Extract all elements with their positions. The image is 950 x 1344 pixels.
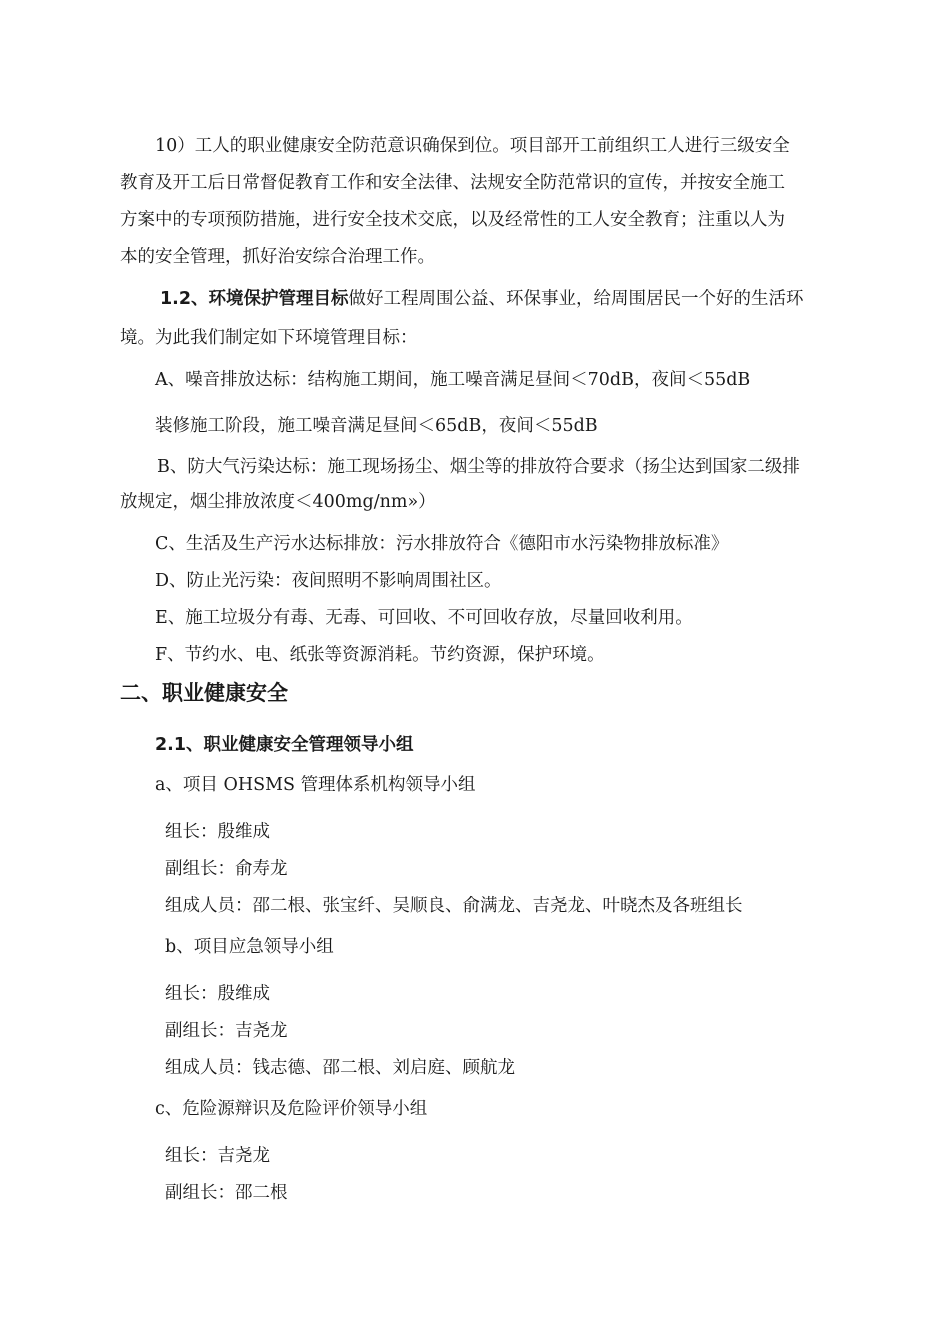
env-item-e: E、施工垃圾分有毒、无毒、可回收、不可回收存放，尽量回收利用。 <box>155 608 693 628</box>
group-b-leader: 组长：殷维成 <box>165 984 270 1004</box>
paragraph-10-line-4: 本的安全管理，抓好治安综合治理工作。 <box>120 247 435 267</box>
group-a-deputy: 副组长：俞寿龙 <box>165 859 288 879</box>
section-2-1-title: 2.1、职业健康安全管理领导小组 <box>155 735 414 755</box>
env-item-d: D、防止光污染：夜间照明不影响周围社区。 <box>155 571 502 591</box>
paragraph-10-line-3: 方案中的专项预防措施，进行安全技术交底，以及经常性的工人安全教育；注重以人为 <box>120 210 785 230</box>
env-item-f: F、节约水、电、纸张等资源消耗。节约资源，保护环境。 <box>155 645 605 665</box>
paragraph-10-line-1: 10）工人的职业健康安全防范意识确保到位。项目部开工前组织工人进行三级安全 <box>155 136 790 156</box>
env-item-b-line-1: B、防大气污染达标：施工现场扬尘、烟尘等的排放符合要求（扬尘达到国家二级排 <box>157 457 800 477</box>
group-b-title: b、项目应急领导小组 <box>165 937 334 957</box>
group-c-leader: 组长：吉尧龙 <box>165 1146 270 1166</box>
env-item-a-2: 装修施工阶段，施工噪音满足昼间＜65dB，夜间＜55dB <box>155 416 598 436</box>
env-target-line-1 <box>160 287 804 311</box>
group-a-title: a、项目 OHSMS 管理体系机构领导小组 <box>155 775 476 795</box>
group-b-members: 组成人员：钱志德、邵二根、刘启庭、顾航龙 <box>165 1058 515 1078</box>
env-target-heading: 1.2、环境保护管理目标 <box>160 289 349 309</box>
env-target-line-2: 境。为此我们制定如下环境管理目标： <box>120 328 418 348</box>
env-item-a: A、噪音排放达标：结构施工期间，施工噪音满足昼间＜70dB，夜间＜55dB <box>155 370 751 390</box>
env-target-text: 做好工程周围公益、环保事业，给周围居民一个好的生活环 <box>348 289 804 309</box>
paragraph-10-line-2: 教育及开工后日常督促教育工作和安全法律、法规安全防范常识的宣传，并按安全施工 <box>120 173 785 193</box>
group-a-members: 组成人员：邵二根、张宝纤、吴顺良、俞满龙、吉尧龙、叶晓杰及各班组长 <box>165 896 743 916</box>
env-item-c: C、生活及生产污水达标排放：污水排放符合《德阳市水污染物排放标准》 <box>155 534 729 554</box>
section-2-title: 二、职业健康安全 <box>120 681 288 705</box>
group-c-deputy: 副组长：邵二根 <box>165 1183 288 1203</box>
group-a-leader: 组长：殷维成 <box>165 822 270 842</box>
env-item-b-line-2: 放规定，烟尘排放浓度＜400mg/nm»） <box>120 492 436 512</box>
group-c-title: c、危险源辩识及危险评价领导小组 <box>155 1099 428 1119</box>
group-b-deputy: 副组长：吉尧龙 <box>165 1021 288 1041</box>
